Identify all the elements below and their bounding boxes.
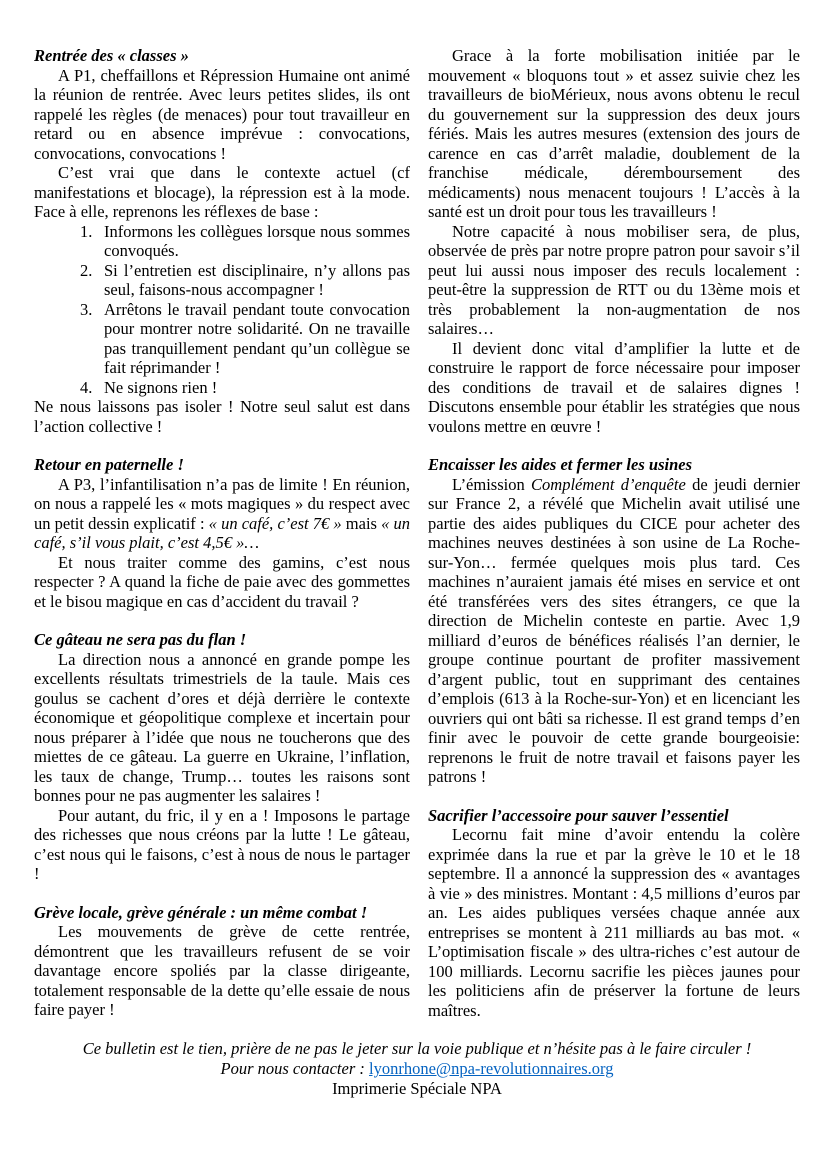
section-heading: Ce gâteau ne sera pas du flan ! — [34, 630, 247, 649]
text-run: L’émission — [452, 474, 532, 494]
article-section — [428, 806, 800, 1021]
paragraph — [34, 922, 410, 1020]
text-run: La direction nous a annoncé en grande pompe les excellents résultats trimestriels de la taule. Mais ces goulus se cachent d’ores et déjà derrière le contexte économique et géopolitique complexe et incertain pour nous préparer à l’idée que nous ne toucherons que des miettes de ce gâteau. La guerre en Ukraine, l’inflation, les taux de change, Trump… toutes les raisons sont bonnes pour ne pas augmenter les salaires ! — [34, 649, 410, 805]
list-item-number: 4. — [80, 377, 93, 397]
italic-text-run: « un café, s’il vous plait, c’est 4,5€ »… — [34, 513, 410, 552]
list-item-number: 1. — [80, 221, 93, 241]
text-run: A P1, cheffaillons et Répression Humaine ont animé la réunion de rentrée. Avec leurs petites slides, ils ont rappelé les règles (de menaces) pour tout travailleur en retard ou en absence imprévue : convocations, convocations, convocations ! — [34, 65, 410, 163]
footer-imprint: Imprimerie Spéciale NPA — [332, 1079, 502, 1098]
list-item — [34, 222, 410, 261]
section-heading: Encaisser les aides et fermer les usines — [428, 455, 692, 474]
article-section — [34, 630, 410, 884]
section-heading: Grève locale, grève générale : un même combat ! — [34, 902, 368, 922]
list-item-text: Arrêtons le travail pendant toute convocation pour montrer notre solidarité. On ne travaille pas tranquillement pendant qu’un collègue se fait réprimander ! — [104, 299, 410, 377]
paragraph — [428, 825, 800, 1020]
article-section — [34, 903, 410, 1020]
email-link[interactable]: lyonrhone@npa-revolutionnaires.org — [369, 1059, 614, 1078]
paragraph — [34, 650, 410, 806]
paragraph — [428, 46, 800, 222]
column-left — [34, 46, 410, 1020]
paragraph — [34, 806, 410, 884]
footer-contact-label: Pour nous contacter : — [220, 1059, 369, 1078]
section-heading: Rentrée des « classes » — [34, 46, 189, 65]
list-item — [34, 378, 410, 398]
article-section — [34, 455, 410, 611]
column-right — [428, 46, 800, 1020]
list-item-number: 3. — [80, 299, 93, 319]
paragraph — [34, 66, 410, 164]
paragraph — [428, 339, 800, 437]
text-run: Il devient donc vital d’amplifier la lutte et de construire le rapport de force nécessaire pour imposer des conditions de travail et de salaires dignes ! Discutons ensemble pour établir les stratégies que nous voulons mettre en œuvre ! — [428, 338, 800, 436]
paragraph — [428, 222, 800, 339]
text-run: Notre capacité à nous mobiliser sera, de plus, observée de près par notre propre patron pour savoir s’il peut lui aussi nous imposer des reculs localement : peut-être la suppression de RTT ou du 13ème mois et très probablement la non-augmentation de nos salaires… — [428, 221, 800, 338]
list-item-text: Informons les collègues lorsque nous sommes convoqués. — [104, 221, 410, 260]
italic-text-run: « un café, c’est 7€ » — [208, 513, 342, 533]
paragraph — [34, 553, 410, 612]
footer-notice: Ce bulletin est le tien, prière de ne pas le jeter sur la voie publique et n’hésite pas à le faire circuler ! — [82, 1039, 752, 1058]
footer-contact — [34, 1059, 800, 1079]
paragraph — [428, 475, 800, 787]
paragraph — [34, 163, 410, 222]
text-run: C’est vrai que dans le contexte actuel (cf manifestations et blocage), la répression est à la mode. Face à elle, reprenons les réflexes de base : — [34, 163, 410, 221]
numbered-list — [34, 222, 410, 398]
paragraph — [34, 397, 410, 436]
text-run: Et nous traiter comme des gamins, c’est nous respecter ? A quand la fiche de paie avec des gommettes et le bisou magique en cas d’accident du travail ? — [34, 552, 410, 611]
text-run: Pour autant, du fric, il y en a ! Imposons le partage des richesses que nous créons par la lutte ! Le gâteau, c’est nous qui le faisons, c’est à nous de nous le partager ! — [34, 805, 410, 883]
text-run: de jeudi dernier sur France 2, a révélé que Michelin avait utilisé une partie des aides publiques du CICE pour acheter des machines neuves destinées à son usine de La Roche-sur-Yon… fermée quelques mois plus tard. Ces machines n’auraient jamais été mises en service et ont été transférées vers des sites étrangers, ce que la direction de Michelin conteste en partie. Avec 1,9 milliard d’euros de bénéfices réalisés l’an dernier, le groupe continue pourtant de profiter massivement d’argent public, tout en supprimant des centaines d’emplois (613 à la Roche-sur-Yon) et en licenciant les ouvriers qui ont bâti sa richesse. Il est grand temps d’en finir avec le pouvoir de cette grande bourgeoisie: reprenons le fruit de notre travail et faisons payer les patrons ! — [428, 474, 800, 786]
section-heading: Sacrifier l’accessoire pour sauver l’essentiel — [428, 805, 729, 825]
article-section — [428, 455, 800, 787]
italic-text-run: Complément d’enquête — [531, 474, 686, 494]
text-run: mais — [341, 513, 382, 533]
list-item-number: 2. — [80, 260, 93, 280]
list-item — [34, 300, 410, 378]
text-run: A P3, l’infantilisation n’a pas de limite ! En réunion, on nous a rappelé les « mots magiques » du respect avec un petit dessin explicatif : — [34, 474, 410, 533]
article-section — [428, 46, 800, 436]
text-run: Grace à la forte mobilisation initiée par le mouvement « bloquons tout » et assez suivie chez les travailleurs de bioMérieux, nous avons obtenu le recul du gouvernement sur la suppression des deux jours fériés. Mais les autres mesures (extension des jours de carence en cas d’arrêt maladie, doublement de la franchise médicale, déremboursement des médicaments) nous menacent toujours ! L’accès à la santé est un droit pour tous les travailleurs ! — [428, 46, 800, 221]
list-item-text: Ne signons rien ! — [104, 377, 218, 397]
section-heading: Retour en paternelle ! — [34, 455, 184, 474]
article-section — [34, 46, 410, 436]
list-item-text: Si l’entretien est disciplinaire, n’y allons pas seul, faisons-nous accompagner ! — [104, 260, 410, 299]
paragraph — [34, 475, 410, 553]
list-item — [34, 261, 410, 300]
footer — [34, 1039, 800, 1099]
text-run: Lecornu fait mine d’avoir entendu la colère exprimée dans la rue et par la grève le 10 et le 18 septembre. Il a annoncé la suppression des « avantages à vie » des ministres. Montant : 4,5 millions d’euros par an. Les aides publiques versées chaque année aux entreprises se montent à 211 milliards au bas mot. « L’optimisation fiscale » des ultra-riches c’est autour de 100 milliards. Lecornu sacrifie les pièces jaunes pour les politiciens afin de préserver la fortune de leurs maîtres. — [428, 825, 800, 1020]
text-run: Les mouvements de grève de cette rentrée, démontrent que les travailleurs refusent de se voir davantage encore spoliés par la classe dirigeante, totalement responsable de la dette qu’elle essaie de nous faire payer ! — [34, 922, 410, 1019]
text-run: Ne nous laissons pas isoler ! Notre seul salut est dans l’action collective ! — [34, 397, 410, 436]
columns — [34, 46, 800, 1020]
